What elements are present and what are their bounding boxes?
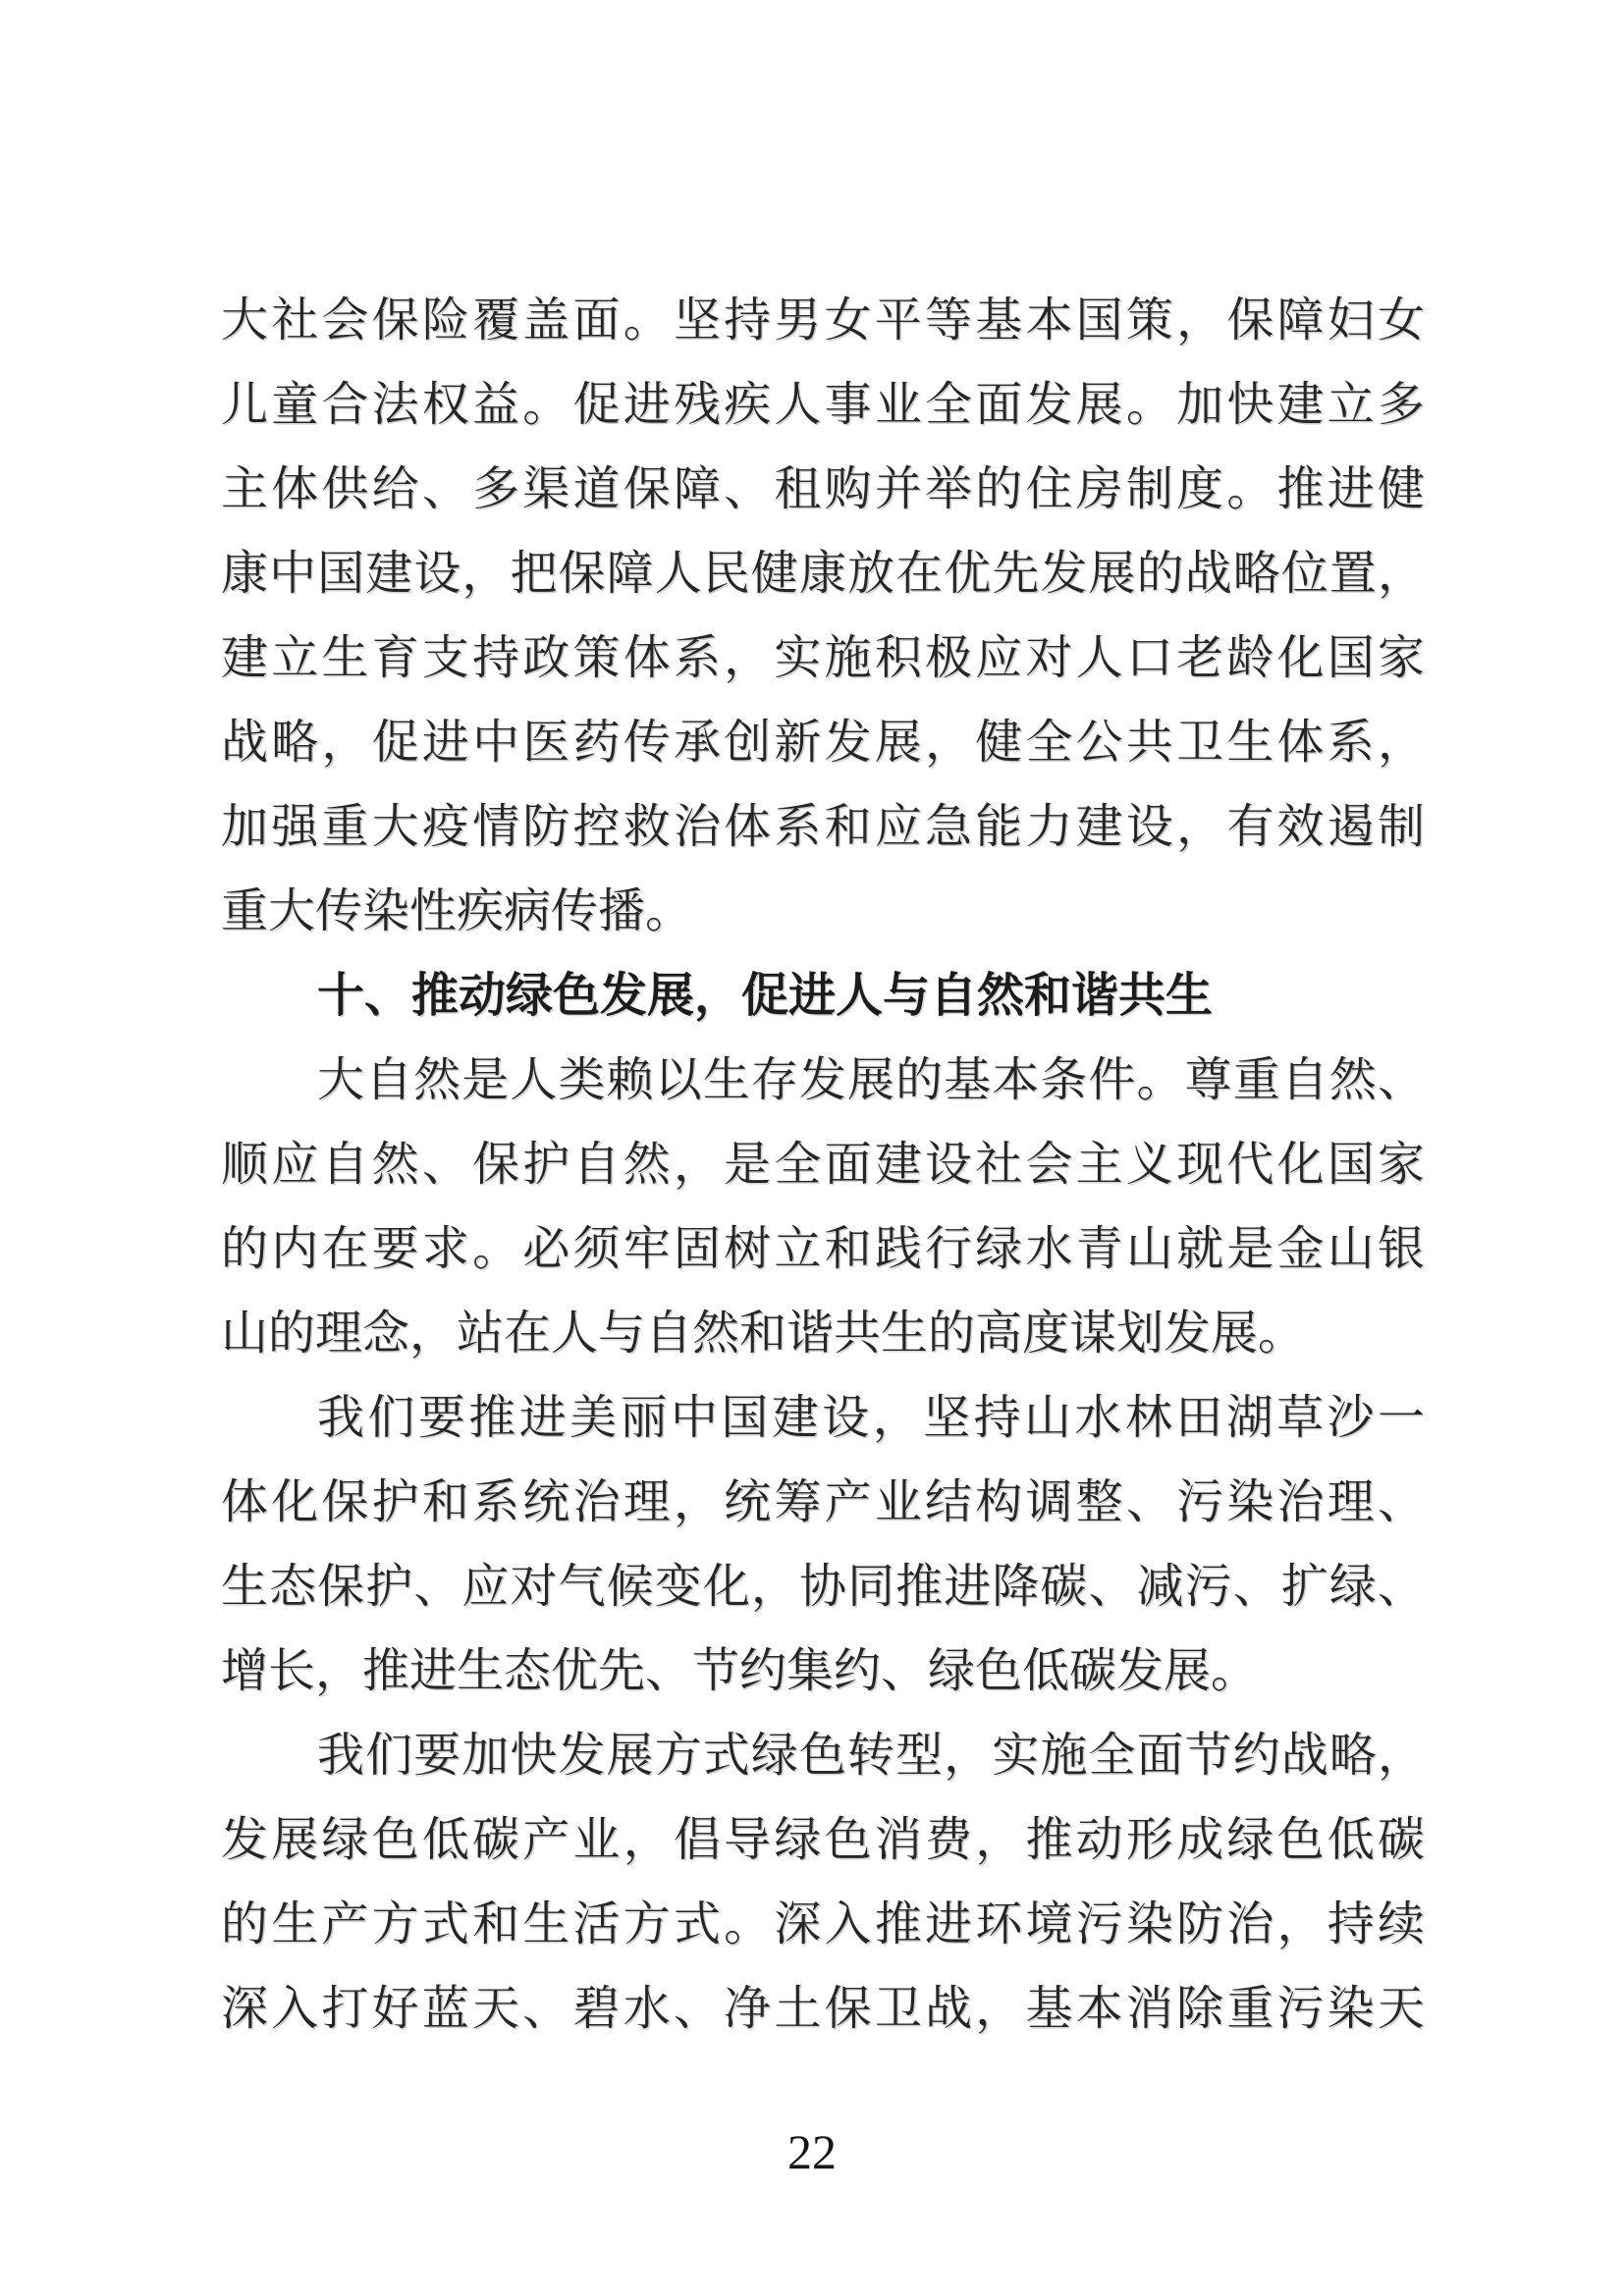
paragraph-continuation — [221, 279, 1425, 954]
text-line: 儿童合法权益。促进残疾人事业全面发展。加快建立多 — [221, 379, 1425, 431]
text-line: 战略，促进中医药传承创新发展，健全公共卫生体系， — [221, 717, 1425, 769]
text-line: 康中国建设，把保障人民健康放在优先发展的战略位置， — [221, 548, 1425, 600]
paragraph-heading — [221, 954, 1425, 1039]
text-line: 大社会保险覆盖面。坚持男女平等基本国策，保障妇女 — [221, 294, 1425, 347]
text-line: 生态保护、应对气候变化，协同推进降碳、减污、扩绿、 — [221, 1561, 1425, 1613]
text-line: 我们要加快发展方式绿色转型，实施全面节约战略， — [317, 1730, 1425, 1782]
text-line: 增长，推进生态优先、节约集约、绿色低碳发展。 — [221, 1645, 1259, 1697]
text-line: 发展绿色低碳产业，倡导绿色消费，推动形成绿色低碳 — [221, 1814, 1425, 1866]
section-heading: 十、推动绿色发展，促进人与自然和谐共生 — [317, 970, 1214, 1022]
text-line: 的内在要求。必须牢固树立和践行绿水青山就是金山银 — [221, 1223, 1425, 1275]
text-line: 大自然是人类赖以生存发展的基本条件。尊重自然、 — [317, 1054, 1425, 1106]
text-line: 主体供给、多渠道保障、租购并举的住房制度。推进健 — [221, 463, 1425, 515]
text-line: 重大传染性疾病传播。 — [221, 885, 693, 937]
text-line: 深入打好蓝天、碧水、净土保卫战，基本消除重污染天 — [221, 1983, 1425, 2035]
text-line: 山的理念，站在人与自然和谐共生的高度谋划发展。 — [221, 1308, 1306, 1360]
text-line: 我们要推进美丽中国建设，坚持山水林田湖草沙一 — [317, 1392, 1425, 1444]
paragraph-body — [221, 1714, 1425, 2052]
text-line: 体化保护和系统治理，统筹产业结构调整、污染治理、 — [221, 1476, 1425, 1528]
text-line: 建立生育支持政策体系，实施积极应对人口老龄化国家 — [221, 632, 1425, 684]
page-number: 22 — [787, 2124, 837, 2179]
paragraph-body — [221, 1039, 1425, 1376]
text-line: 加强重大疫情防控救治体系和应急能力建设，有效遏制 — [221, 801, 1425, 853]
paragraph-body — [221, 1376, 1425, 1714]
text-line: 顺应自然、保护自然，是全面建设社会主义现代化国家 — [221, 1139, 1425, 1191]
text-line: 的生产方式和生活方式。深入推进环境污染防治，持续 — [221, 1898, 1425, 1950]
document-text — [221, 279, 1425, 2052]
